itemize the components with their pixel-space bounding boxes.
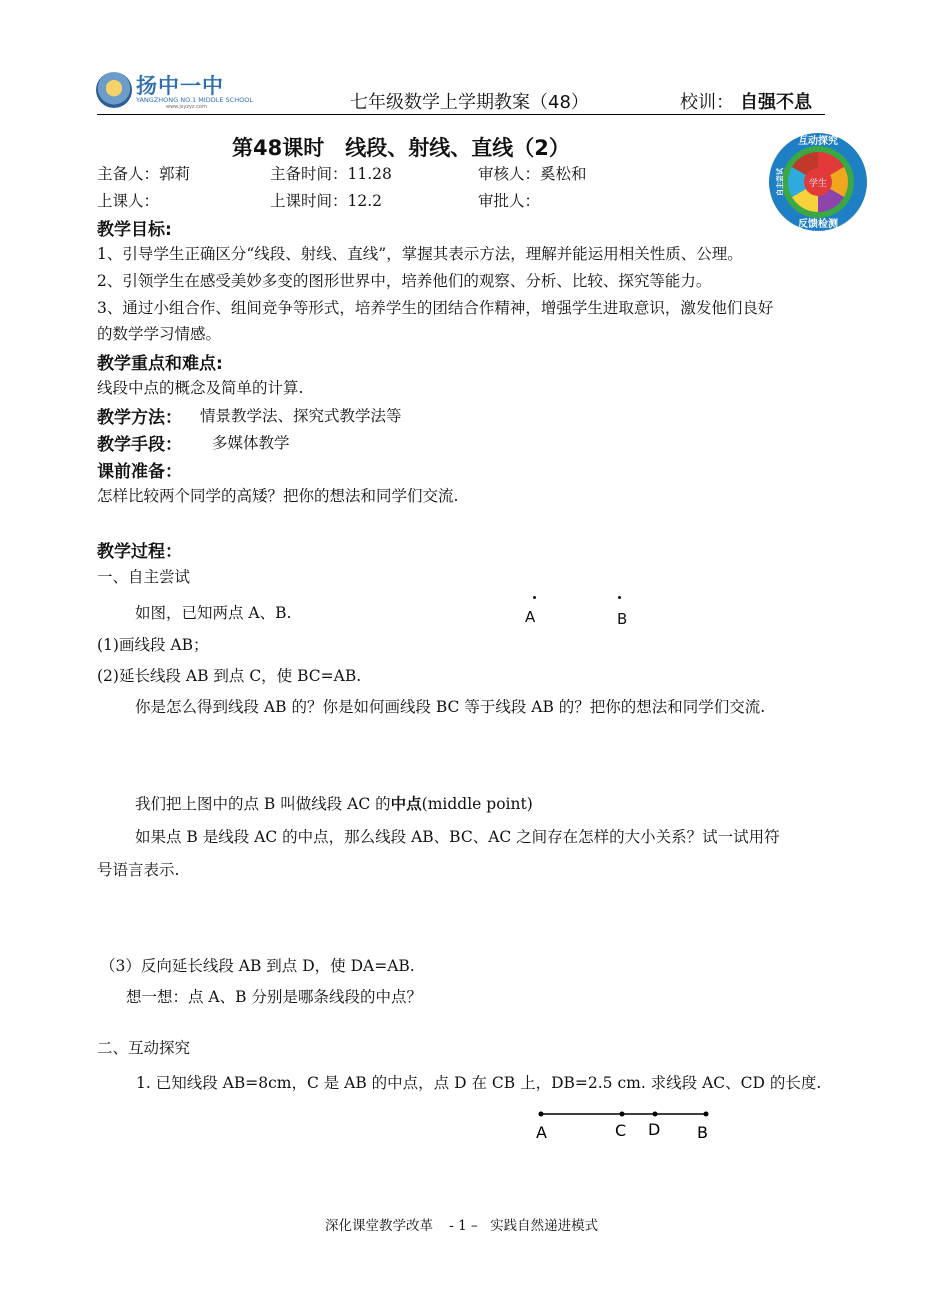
section1-step3: （3）反向延长线段 AB 到点 D，使 DA=AB. — [100, 957, 415, 975]
point-b — [704, 1112, 709, 1117]
footer-left: 深化课堂教学改革 — [325, 1218, 433, 1234]
means-text: 多媒体教学 — [212, 434, 290, 452]
point-a-label: A — [525, 608, 536, 626]
motto: 自强不息 — [740, 92, 812, 113]
point-c — [620, 1112, 625, 1117]
key-points-text: 线段中点的概念及简单的计算. — [97, 379, 304, 397]
approver: 审批人： — [478, 192, 541, 210]
preparation-heading: 课前准备： — [97, 462, 182, 482]
lesson-title: 第48课时 线段、射线、直线（2） — [232, 136, 570, 160]
section1-title: 一、自主尝试 — [97, 568, 191, 586]
prep-time: 主备时间：11.28 — [270, 165, 392, 183]
section1-think: 想一想：点 A、B 分别是哪条线段的中点？ — [126, 988, 422, 1006]
relation-question-cont: 号语言表示. — [97, 861, 180, 879]
section1-step2: (2)延长线段 AB 到点 C，使 BC=AB. — [97, 667, 362, 685]
relation-question: 如果点 B 是线段 AC 的中点，那么线段 AB、BC、AC 之间存在怎样的大小关系？试一试用符 — [135, 828, 780, 846]
section2-problem1: 1. 已知线段 AB=8cm，C 是 AB 的中点，点 D 在 CB 上，DB=2.5 cm. 求线段 AC、CD 的长度. — [136, 1074, 822, 1092]
objectives-heading: 教学目标: — [97, 220, 172, 240]
logo-english: YANGZHONG NO.1 MIDDLE SCHOOL — [136, 96, 253, 104]
point-b — [618, 596, 621, 599]
logo-url: www.jsyzyz.com — [166, 104, 207, 110]
school-logo — [96, 70, 253, 112]
footer — [325, 1214, 598, 1234]
header-divider — [97, 114, 825, 115]
point-d — [653, 1112, 658, 1117]
means-heading: 教学手段： — [97, 435, 182, 455]
section1-step1: (1)画线段 AB； — [97, 636, 209, 654]
section1-intro: 如图，已知两点 A、B. — [135, 604, 292, 622]
point-b-label: B — [617, 610, 628, 628]
document-title: 七年级数学上学期教案（48） — [350, 92, 589, 113]
midpoint-def-pre: 我们把上图中的点 B 叫做线段 AC 的 — [135, 795, 391, 813]
reviewer: 审核人：奚松和 — [478, 165, 587, 183]
segment-figure — [530, 1104, 720, 1144]
objective-item: 3、通过小组合作、组间竞争等形式，培养学生的团结合作精神，增强学生进取意识，激发他们良好 — [97, 299, 774, 317]
objective-item: 的数学学习情感。 — [97, 325, 222, 343]
badge-ring-word-top: 互动探究 — [798, 136, 838, 147]
point-b-label: B — [697, 1123, 708, 1142]
key-points-heading: 教学重点和难点: — [97, 354, 223, 374]
process-heading: 教学过程： — [97, 542, 182, 562]
objective-item: 1、引导学生正确区分“线段、射线、直线”，掌握其表示方法，理解并能运用相关性质、公理。 — [97, 245, 743, 263]
badge-ring-word-bottom: 反馈检测 — [798, 219, 838, 230]
point-a — [539, 1112, 544, 1117]
teaching-model-badge-icon — [768, 132, 868, 232]
method-heading: 教学方法： — [97, 408, 182, 428]
page-number: - 1 – — [449, 1218, 478, 1234]
footer-right: 实践自然递进模式 — [490, 1218, 599, 1234]
method-text: 情景教学法、探究式教学法等 — [200, 407, 402, 425]
class-time: 上课时间：12.2 — [270, 192, 383, 210]
badge-center-text: 学生 — [808, 179, 828, 189]
section2-title: 二、互动探究 — [97, 1039, 191, 1057]
midpoint-definition — [135, 792, 533, 814]
objective-item: 2、引领学生在感受美妙多变的图形世界中，培养他们的观察、分析、比较、探究等能力。 — [97, 272, 712, 290]
point-c-label: C — [615, 1121, 627, 1140]
preparer: 主备人：郭莉 — [97, 165, 191, 183]
teacher: 上课人： — [97, 192, 160, 210]
point-d-label: D — [648, 1120, 661, 1139]
preparation-text: 怎样比较两个同学的高矮？把你的想法和同学们交流. — [97, 487, 459, 505]
point-a-label: A — [536, 1123, 547, 1142]
motto-label: 校训： — [680, 92, 734, 113]
section1-question: 你是怎么得到线段 AB 的？你是如何画线段 BC 等于线段 AB 的？把你的想法和同学们交流. — [135, 698, 766, 716]
badge-ring-word-left: 自主尝试 — [776, 168, 784, 196]
school-emblem-icon — [96, 72, 132, 108]
point-a — [533, 596, 536, 599]
midpoint-def-post: (middle point) — [421, 795, 533, 813]
midpoint-term: 中点 — [390, 795, 422, 813]
logo-text: 扬中一中 — [136, 74, 224, 98]
